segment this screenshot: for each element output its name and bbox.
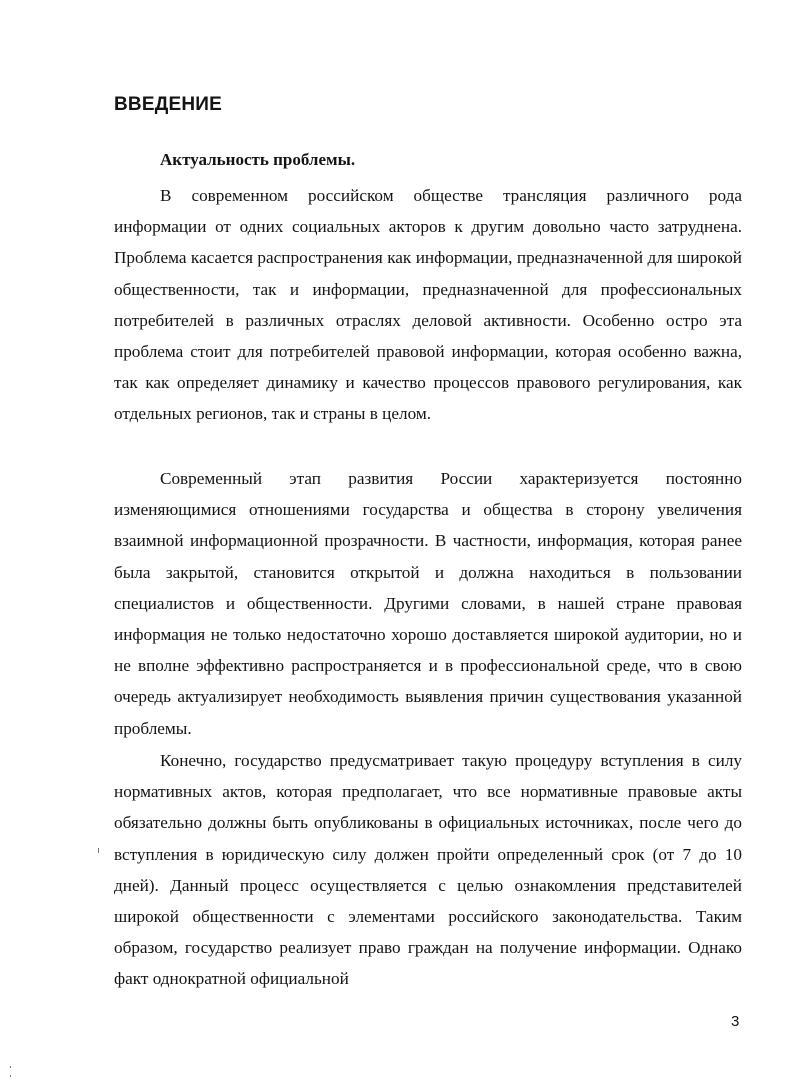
page-number: 3 xyxy=(731,1013,740,1030)
paragraph-3: Конечно, государство предусматривает такую процедуру вступления в силу нормативных актов, которая предполагает, что все нормативные правовые акты обязательно должны быть опубликованы в официальных источниках, после чего до вступления в юридическую силу должен пройти определенный срок (от 7 до 10 дней). Данный процесс осуществляется с целью ознакомления представителей широкой общественности с элементами российского законодательства. Таким образом, государство реализует право граждан на получение информации. Однако факт однократной официальной xyxy=(114,751,742,989)
section-heading: ВВЕДЕНИЕ xyxy=(114,94,222,115)
scan-mark xyxy=(98,848,99,853)
scan-mark xyxy=(10,1075,11,1077)
paragraph-2: Современный этап развития России характеризуется постоянно изменяющимися отношениями государства и общества в сторону увеличения взаимной информационной прозрачности. В частности, информация, которая ранее была закрытой, становится открытой и должна находиться в пользовании специалистов и общественности. Другими словами, в нашей стране правовая информация не только недостаточно хорошо доставляется широкой аудитории, но и не вполне эффективно распространяется и в профессиональной среде, что в свою очередь актуализирует необходимость выявления причин существования указанной проблемы. xyxy=(114,469,742,738)
subsection-heading: Актуальность проблемы. xyxy=(160,150,356,169)
scan-mark xyxy=(10,1066,11,1068)
paragraph-1: В современном российском обществе трансляция различного рода информации от одних социальных акторов к другим довольно часто затруднена. Проблема касается распространения как информации, предназначенной для широкой общественности, так и информации, предназначенной для профессиональных потребителей в различных отраслях деловой активности. Особенно остро эта проблема стоит для потребителей правовой информации, которая особенно важна, так как определяет динамику и качество процессов правового регулирования, как отдельных регионов, так и страны в целом. xyxy=(114,186,742,424)
